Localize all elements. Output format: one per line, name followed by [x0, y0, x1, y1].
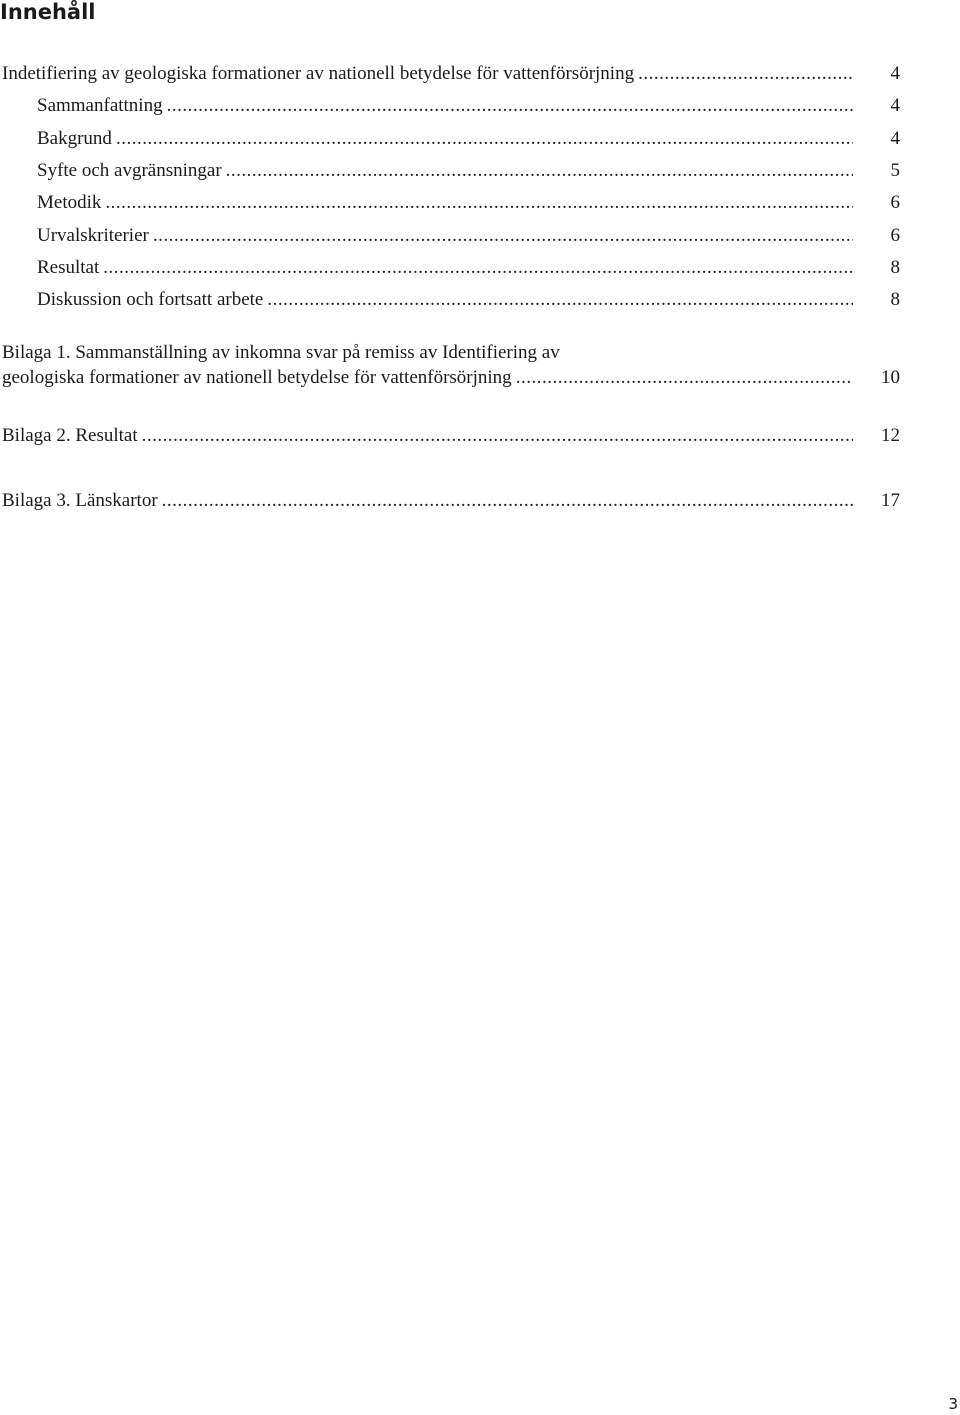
toc-entry-title: Bilaga 3. Länskartor: [2, 490, 158, 511]
dot-leader: [162, 489, 853, 513]
toc-entry-resultat[interactable]: [0, 250, 960, 280]
toc-entry-title: Bilaga 2. Resultat: [2, 425, 138, 446]
toc-entry-page: 4: [890, 128, 900, 149]
toc-entry-bilaga-2[interactable]: [0, 418, 960, 448]
page-number: 3: [948, 1395, 958, 1413]
toc-entry-page: 12: [881, 425, 900, 446]
toc-entry-page: 4: [890, 63, 900, 84]
dot-leader: [105, 191, 853, 215]
dot-leader: [226, 159, 853, 183]
toc-entry-title: Sammanfattning: [37, 95, 163, 116]
toc-entry-page: 10: [881, 367, 900, 388]
toc-entry-page: 6: [890, 225, 900, 246]
toc-entry-title: Bilaga 1. Sammanställning av inkomna svar på remiss av Identifiering av: [2, 342, 560, 363]
toc-entry-metodik[interactable]: [0, 185, 960, 215]
toc-entry-page: 8: [890, 257, 900, 278]
toc-entry-page: 4: [890, 95, 900, 116]
dot-leader: [153, 224, 853, 248]
dot-leader: [167, 94, 853, 118]
toc-entry-main[interactable]: [0, 56, 960, 86]
toc-entry-sammanfattning[interactable]: [0, 88, 960, 118]
toc-entry-urvalskriterier[interactable]: [0, 218, 960, 248]
toc-entry-bilaga-1-line2[interactable]: [0, 360, 960, 390]
dot-leader: [516, 366, 853, 390]
toc-entry-title: geologiska formationer av nationell betydelse för vattenförsörjning: [2, 367, 512, 388]
toc-entry-bakgrund[interactable]: [0, 121, 960, 151]
toc-entry-title: Diskussion och fortsatt arbete: [37, 289, 264, 310]
dot-leader: [116, 127, 853, 151]
toc-entry-page: 6: [890, 192, 900, 213]
toc-entry-title: Urvalskriterier: [37, 225, 149, 246]
toc-entry-diskussion[interactable]: [0, 282, 960, 312]
dot-leader: [267, 288, 853, 312]
toc-entry-page: 8: [890, 289, 900, 310]
toc-heading: Innehåll: [0, 0, 96, 24]
toc-entry-title: Syfte och avgränsningar: [37, 160, 222, 181]
dot-leader: [103, 256, 853, 280]
dot-leader: [142, 424, 853, 448]
toc-entry-bilaga-3[interactable]: [0, 483, 960, 513]
toc-entry-title: Indetifiering av geologiska formationer av nationell betydelse för vattenförsörjning: [2, 63, 635, 84]
toc-entry-syfte[interactable]: [0, 153, 960, 183]
toc-entry-title: Resultat: [37, 257, 100, 278]
toc-entry-page: 17: [881, 490, 900, 511]
toc-entry-title: Metodik: [37, 192, 102, 213]
toc-entry-title: Bakgrund: [37, 128, 112, 149]
dot-leader: [638, 62, 853, 86]
toc-entry-page: 5: [890, 160, 900, 181]
